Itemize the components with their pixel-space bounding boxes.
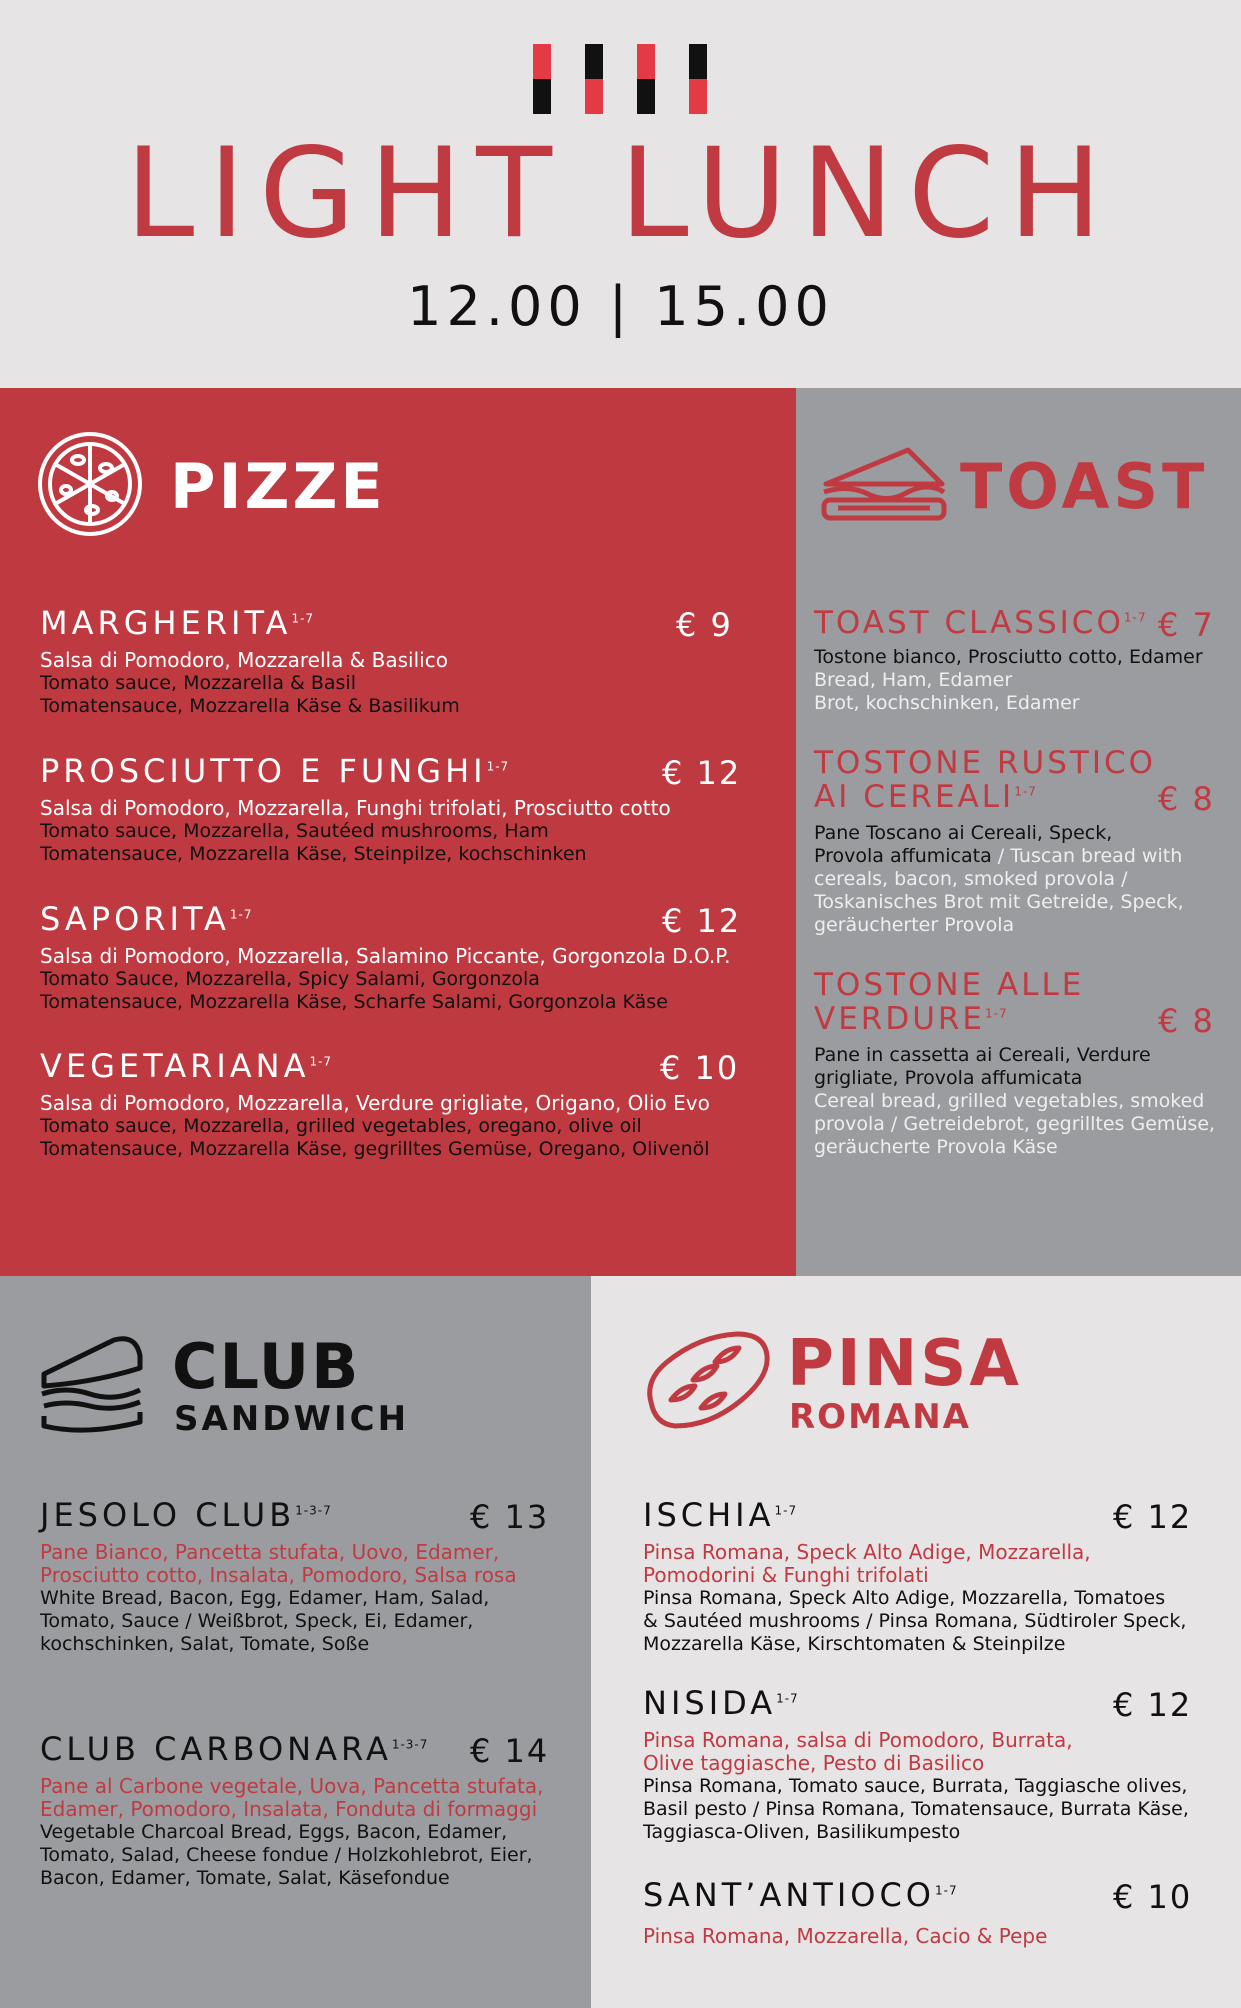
allergens: 1-7 — [291, 611, 315, 626]
desc-it-line1: Pinsa Romana, salsa di Pomodoro, Burrata, — [643, 1728, 1073, 1753]
item-name: CLUB CARBONARA — [40, 1730, 392, 1768]
desc-en: Bread, Ham, Edamer — [814, 669, 1013, 692]
desc-it-line1: Pane Bianco, Pancetta stufata, Uovo, Edamer, — [40, 1540, 500, 1565]
item-price: € 9 — [676, 606, 733, 644]
section-subtitle-pinsa: ROMANA — [789, 1397, 971, 1437]
item-name: SANT’ANTIOCO — [643, 1876, 935, 1914]
desc-en: Tomato sauce, Mozzarella, grilled vegetables, oregano, olive oil — [40, 1115, 642, 1138]
desc-en-line2: provola / Getreidebrot, gegrilltes Gemüse, — [814, 1113, 1216, 1136]
menu-item — [643, 1686, 1238, 1844]
desc-de-line: geräucherte Provola Käse — [814, 1136, 1058, 1159]
desc-de: Tomatensauce, Mozzarella Käse, Steinpilze, kochschinken — [40, 843, 587, 866]
menu-item — [643, 1878, 1238, 1948]
logo-bars — [533, 44, 707, 114]
desc-en-line2: & Sautéed mushrooms / Pinsa Romana, Südtiroler Speck, — [643, 1610, 1187, 1633]
desc-separator: / — [991, 845, 1011, 868]
desc-de-line: kochschinken, Salat, Tomate, Soße — [40, 1633, 370, 1656]
toast-section — [796, 388, 1241, 1276]
desc-de-line: Bacon, Edamer, Tomate, Salat, Käsefondue — [40, 1867, 450, 1890]
desc-en-line1: Pinsa Romana, Speck Alto Adige, Mozzarella, Tomatoes — [643, 1587, 1166, 1610]
club-sandwich-icon — [36, 1332, 148, 1440]
item-price: € 10 — [660, 1049, 740, 1087]
opening-hours: 12.00 | 15.00 — [407, 275, 834, 338]
page-title: LIGHT LUNCH — [125, 122, 1116, 266]
desc-it: Tostone bianco, Prosciutto cotto, Edamer — [814, 646, 1203, 669]
bread-icon — [641, 1328, 773, 1432]
item-price: € 13 — [470, 1498, 550, 1536]
item-price: € 12 — [1113, 1686, 1193, 1724]
desc-it: Salsa di Pomodoro, Mozzarella, Salamino Piccante, Gorgonzola D.O.P. — [40, 944, 731, 969]
desc-en: Tomato sauce, Mozzarella & Basil — [40, 672, 356, 695]
desc-it: Salsa di Pomodoro, Mozzarella, Funghi trifolati, Prosciutto cotto — [40, 796, 671, 821]
desc-en-line2: Tomato, Sauce / Weißbrot, Speck, Ei, Edamer, — [40, 1610, 474, 1633]
desc-en-line2: Tomato, Salad, Cheese fondue / Holzkohlebrot, Eier, — [40, 1844, 533, 1867]
allergens: 1-3-7 — [391, 1737, 429, 1752]
desc-it-line2: Provola affumicata — [814, 845, 992, 868]
menu-item — [40, 604, 733, 718]
allergens: 1-7 — [1014, 784, 1037, 799]
pizza-icon — [36, 430, 144, 538]
desc-de-line: Mozzarella Käse, Kirschtomaten & Steinpilze — [643, 1633, 1066, 1656]
desc-en: Tomato sauce, Mozzarella, Sautéed mushrooms, Ham — [40, 820, 549, 843]
item-name: TOAST CLASSICO — [814, 605, 1124, 641]
item-name-line1: TOSTONE RUSTICO — [814, 745, 1157, 781]
desc-en-line1: Pinsa Romana, Tomato sauce, Burrata, Taggiasche olives, — [643, 1775, 1188, 1798]
allergens: 1-7 — [934, 1883, 958, 1898]
item-name: MARGHERITA — [40, 604, 292, 642]
item-price: € 7 — [1158, 606, 1215, 644]
item-name-line2: AI CEREALI — [814, 779, 1015, 816]
section-title-pinsa: PINSA — [787, 1327, 1022, 1401]
desc-en-line1: Tuscan bread with — [1010, 845, 1183, 868]
desc-it-line2: Prosciutto cotto, Insalata, Pomodoro, Salsa rosa — [40, 1563, 517, 1588]
menu-item — [40, 1732, 590, 1890]
allergens: 1-7 — [229, 907, 253, 922]
desc-en-line1: White Bread, Bacon, Egg, Edamer, Ham, Salad, — [40, 1587, 490, 1610]
desc-en: Tomato Sauce, Mozzarella, Spicy Salami, Gorgonzola — [40, 968, 540, 991]
menu-item — [40, 754, 790, 866]
item-name-line2: VERDURE — [814, 1001, 986, 1038]
item-name: JESOLO CLUB — [40, 1496, 296, 1534]
item-price: € 10 — [1113, 1878, 1193, 1916]
desc-de-line2: geräucherter Provola — [814, 914, 1015, 937]
allergens: 1-3-7 — [295, 1503, 332, 1518]
desc-it: Salsa di Pomodoro, Mozzarella, Verdure grigliate, Origano, Olio Evo — [40, 1091, 710, 1116]
desc-de-line: Taggiasca-Oliven, Basilikumpesto — [643, 1821, 961, 1844]
allergens: 1-7 — [309, 1054, 333, 1069]
desc-it-line1: Pinsa Romana, Speck Alto Adige, Mozzarella, — [643, 1540, 1091, 1565]
menu-item — [814, 606, 1234, 715]
desc-en-line1: Vegetable Charcoal Bread, Eggs, Bacon, Edamer, — [40, 1821, 508, 1844]
desc-it-line1: Pinsa Romana, Mozzarella, Cacio & Pepe — [643, 1924, 1048, 1949]
allergens: 1-7 — [486, 759, 510, 774]
allergens: 1-7 — [774, 1503, 798, 1518]
sandwich-icon — [818, 444, 950, 524]
item-price: € 14 — [470, 1732, 550, 1770]
item-name: SAPORITA — [40, 900, 230, 938]
club-sandwich-section — [0, 1276, 591, 2008]
menu-item — [643, 1498, 1238, 1656]
menu-item — [814, 746, 1234, 937]
item-price: € 8 — [1158, 780, 1215, 818]
item-price: € 8 — [1158, 1002, 1215, 1040]
desc-de: Tomatensauce, Mozzarella Käse & Basilikum — [40, 695, 460, 718]
item-name: ISCHIA — [643, 1496, 775, 1534]
desc-de: Tomatensauce, Mozzarella Käse, gegrilltes Gemüse, Oregano, Olivenöl — [40, 1138, 710, 1161]
pizze-section — [0, 388, 796, 1276]
desc-it: Salsa di Pomodoro, Mozzarella & Basilico — [40, 648, 448, 673]
item-price: € 12 — [662, 902, 742, 940]
allergens: 1-7 — [776, 1691, 799, 1706]
desc-de: Tomatensauce, Mozzarella Käse, Scharfe Salami, Gorgonzola Käse — [40, 991, 668, 1014]
pinsa-section — [591, 1276, 1241, 2008]
menu-item — [40, 1498, 580, 1656]
menu-header — [0, 0, 1241, 388]
desc-it-line1: Pane al Carbone vegetale, Uova, Pancetta stufata, — [40, 1774, 544, 1799]
allergens: 1-7 — [1123, 610, 1147, 625]
item-name-line1: TOSTONE ALLE — [814, 967, 1085, 1003]
desc-it-line1: Pane Toscano ai Cereali, Speck, — [814, 822, 1113, 845]
desc-en-line2: Basil pesto / Pinsa Romana, Tomatensauce, Burrata Käse, — [643, 1798, 1189, 1821]
section-title-club: CLUB — [172, 1330, 361, 1403]
desc-it-line1: Pane in cassetta ai Cereali, Verdure — [814, 1044, 1151, 1067]
section-subtitle-club: SANDWICH — [174, 1399, 410, 1439]
desc-it-line2: Olive taggiasche, Pesto di Basilico — [643, 1751, 985, 1776]
menu-item — [40, 1049, 790, 1161]
item-price: € 12 — [1113, 1498, 1193, 1536]
item-name: NISIDA — [643, 1684, 777, 1722]
section-title-toast: TOAST — [960, 450, 1209, 523]
menu-item — [814, 968, 1234, 1159]
menu-item — [40, 902, 790, 1014]
desc-de-line1: Toskanisches Brot mit Getreide, Speck, — [814, 891, 1184, 914]
desc-en-line2: cereals, bacon, smoked provola / — [814, 868, 1128, 891]
desc-it-line2: Edamer, Pomodoro, Insalata, Fonduta di formaggi — [40, 1797, 538, 1822]
desc-en-line1: Cereal bread, grilled vegetables, smoked — [814, 1090, 1205, 1113]
section-title-pizze: PIZZE — [170, 450, 386, 523]
allergens: 1-7 — [985, 1006, 1008, 1021]
item-name: PROSCIUTTO E FUNGHI — [40, 752, 487, 790]
desc-it-line2: Pomodorini & Funghi trifolati — [643, 1563, 929, 1588]
item-name: VEGETARIANA — [40, 1047, 310, 1085]
item-price: € 12 — [662, 754, 742, 792]
desc-it-line2: grigliate, Provola affumicata — [814, 1067, 1083, 1090]
desc-de: Brot, kochschinken, Edamer — [814, 692, 1080, 715]
